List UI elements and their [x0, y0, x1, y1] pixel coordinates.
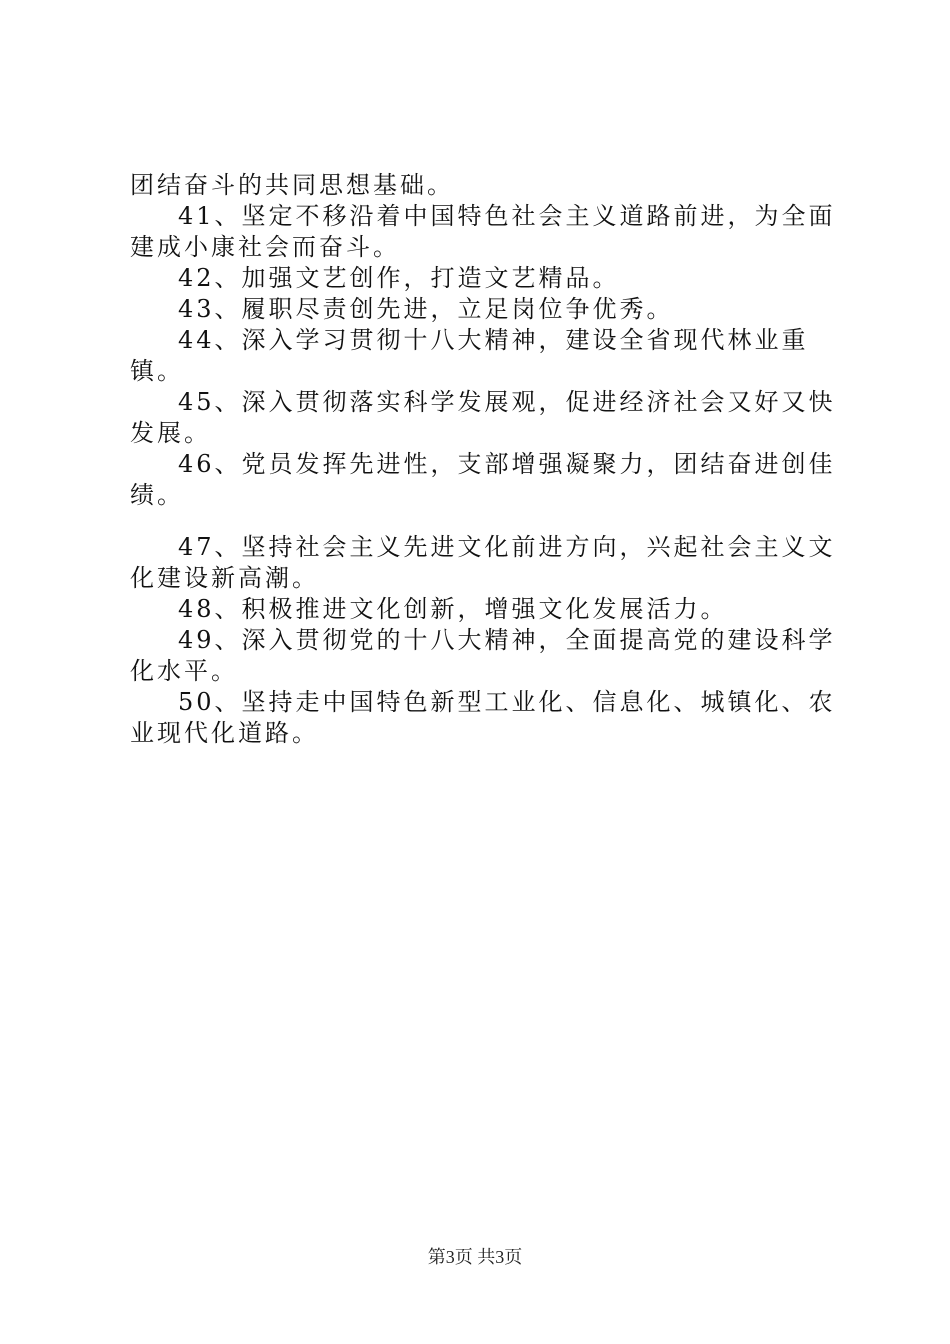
- paragraph-46: 46、党员发挥先进性，支部增强凝聚力，团结奋进创佳绩。: [130, 450, 836, 509]
- paragraph-50: 50、坚持走中国特色新型工业化、信息化、城镇化、农业现代化道路。: [130, 688, 836, 747]
- paragraph-42: 42、加强文艺创作，打造文艺精品。: [178, 264, 620, 292]
- page-number-footer: 第3页 共3页: [427, 1247, 523, 1267]
- paragraph-48: 48、积极推进文化创新，增强文化发展活力。: [178, 595, 728, 623]
- paragraph-45: 45、深入贯彻落实科学发展观，促进经济社会又好又快发展。: [130, 388, 836, 447]
- paragraph-continuation: 团结奋斗的共同思想基础。: [130, 171, 454, 199]
- paragraph-49: 49、深入贯彻党的十八大精神，全面提高党的建设科学化水平。: [130, 626, 836, 685]
- document-body: [130, 170, 850, 749]
- paragraph-44: 44、深入学习贯彻十八大精神，建设全省现代林业重镇。: [130, 326, 809, 385]
- paragraph-47: 47、坚持社会主义先进文化前进方向，兴起社会主义文化建设新高潮。: [130, 533, 836, 592]
- paragraph-41: 41、坚定不移沿着中国特色社会主义道路前进，为全面建成小康社会而奋斗。: [130, 202, 836, 261]
- paragraph-43: 43、履职尽责创先进，立足岗位争优秀。: [178, 295, 674, 323]
